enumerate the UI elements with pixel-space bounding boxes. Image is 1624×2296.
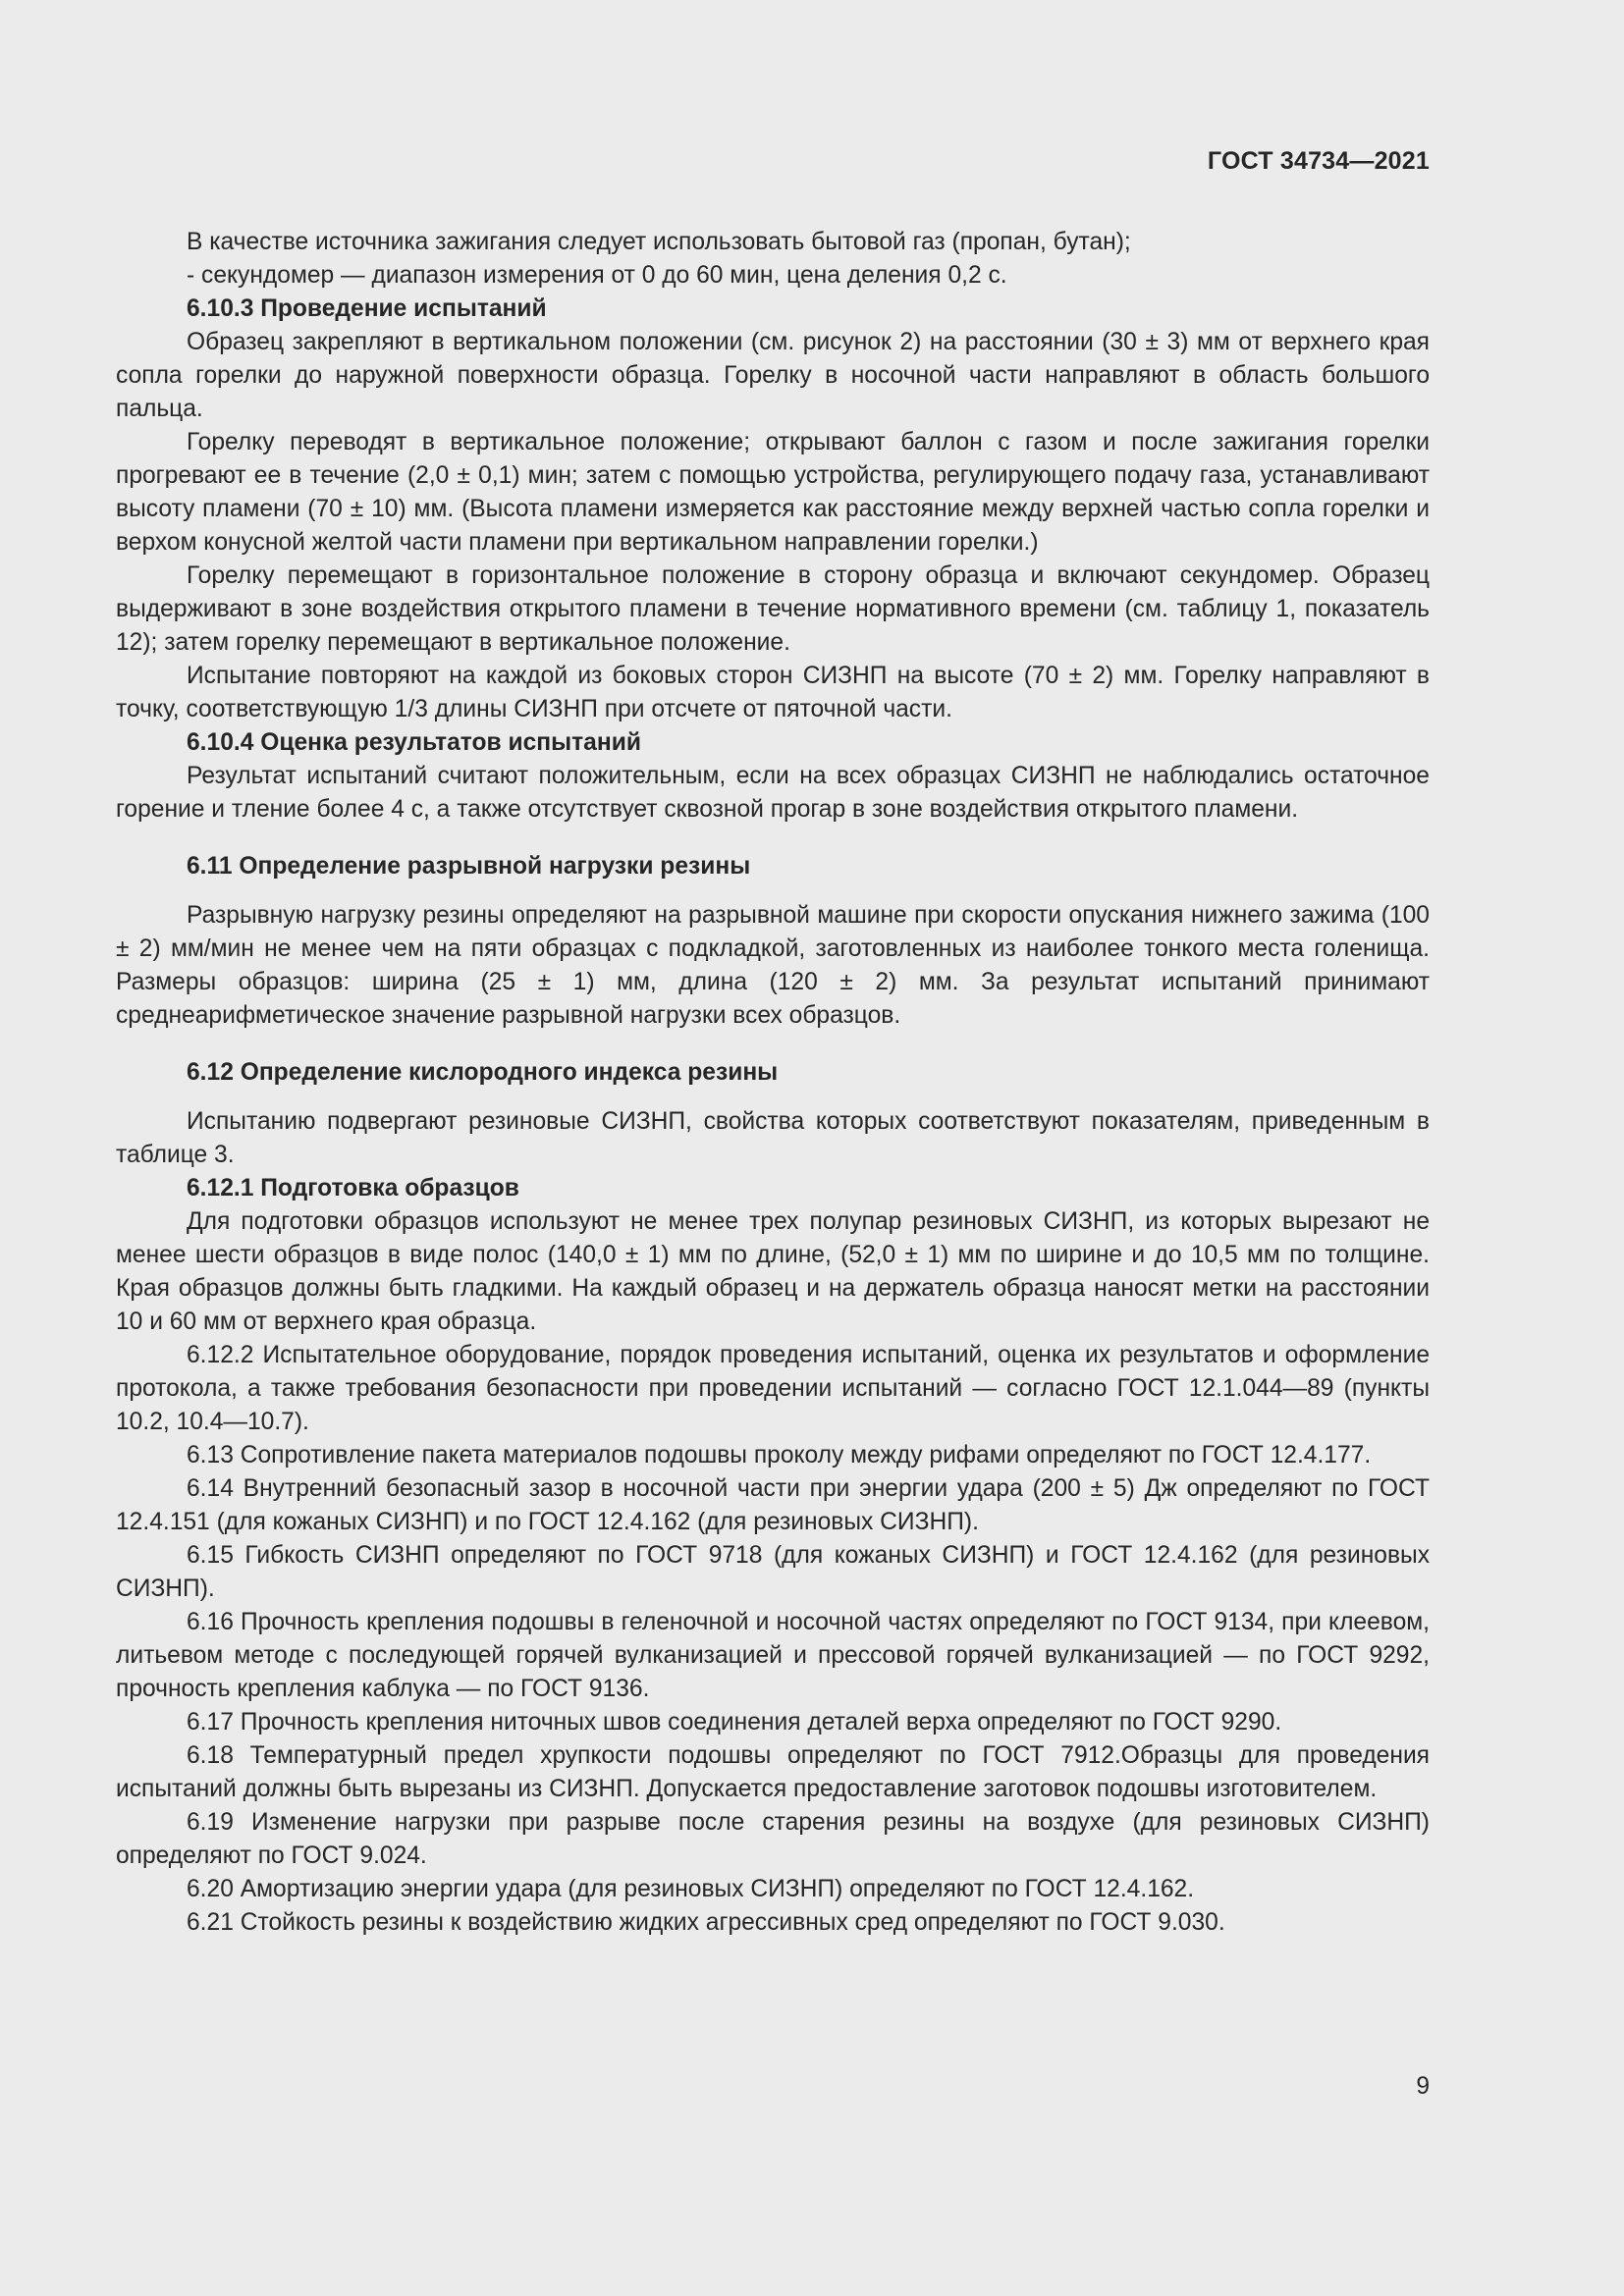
standard-code-header: ГОСТ 34734—2021 — [1207, 147, 1430, 175]
section-heading-6-12: 6.12 Определение кислородного индекса резины — [187, 1059, 779, 1086]
paragraph-sample-preparation: Для подготовки образцов используют не менее трех полупар резиновых СИЗНП, из которых вырезают не менее шести образцов в виде полос (140,0 ± 1) мм по длине, (52,0 ± 1) мм по ширине и до 10,5 мм по толщине. Края образцов должны быть гладкими. На каждый образец и на держатель образца наносят метки на расстоянии 10 и 60 мм от верхнего края образца. — [116, 1208, 1430, 1335]
paragraph-6-12-2: 6.12.2 Испытательное оборудование, порядок проведения испытаний, оценка их результатов и оформление протокола, а также требования безопасности при проведении испытаний — согласно ГОСТ 12.1.044—89 (пункты 10.2, 10.4—10.7). — [116, 1342, 1430, 1435]
paragraph-flame-exposure: Горелку перемещают в горизонтальное положение в сторону образца и включают секундомер. Образец выдерживают в зоне воздействия открытого пламени в течение нормативного времени (см. таблицу 1, показатель 12); затем горелку перемещают в вертикальное положение. — [116, 562, 1430, 656]
paragraph-burner-heating: Горелку переводят в вертикальное положение; открывают баллон с газом и после зажигания горелки прогревают ее в течение (2,0 ± 0,1) мин; затем с помощью устройства, регулирующего подачу газа, устанавливают высоту пламени (70 ± 10) мм. (Высота пламени измеряется как расстояние между верхней частью сопла горелки и верхом конусной желтой части пламени при вертикальном направлении горелки.) — [116, 429, 1430, 556]
subsection-heading-6-10-3: 6.10.3 Проведение испытаний — [187, 295, 547, 322]
paragraph-6-21: 6.21 Стойкость резины к воздействию жидких агрессивных сред определяют по ГОСТ 9.030. — [187, 1909, 1225, 1936]
subsection-heading-6-12-1: 6.12.1 Подготовка образцов — [187, 1175, 519, 1201]
paragraph-tensile-load: Разрывную нагрузку резины определяют на разрывной машине при скорости опускания нижнего зажима (100 ± 2) мм/мин не менее чем на пяти образцах с подкладкой, заготовленных из наиболее тонкого места голенища. Размеры образцов: ширина (25 ± 1) мм, длина (120 ± 2) мм. За результат испытаний принимают среднеарифметическое значение разрывной нагрузки всех образцов. — [116, 902, 1430, 1029]
paragraph-6-13: 6.13 Сопротивление пакета материалов подошвы проколу между рифами определяют по ГОСТ 12.4.177. — [187, 1442, 1372, 1468]
section-heading-6-11: 6.11 Определение разрывной нагрузки резины — [187, 853, 751, 880]
paragraph-test-repeat: Испытание повторяют на каждой из боковых сторон СИЗНП на высоте (70 ± 2) мм. Горелку направляют в точку, соответствующую 1/3 длины СИЗНП при отсчете от пяточной части. — [116, 663, 1430, 722]
paragraph-ignition-source: В качестве источника зажигания следует использовать бытовой газ (пропан, бутан); — [187, 229, 1131, 255]
paragraph-6-20: 6.20 Амортизацию энергии удара (для резиновых СИЗНП) определяют по ГОСТ 12.4.162. — [187, 1876, 1195, 1902]
paragraph-sample-mounting: Образец закрепляют в вертикальном положении (см. рисунок 2) на расстоянии (30 ± 3) мм от верхнего края сопла горелки до наружной поверхности образца. Горелку в носочной части направляют в область большого пальца. — [116, 329, 1430, 422]
paragraph-oxygen-index-scope: Испытанию подвергают резиновые СИЗНП, свойства которых соответствуют показателям, приведенным в таблице 3. — [116, 1108, 1430, 1168]
paragraph-6-16: 6.16 Прочность крепления подошвы в геленочной и носочной частях определяют по ГОСТ 9134, при клеевом, литьевом методе с последующей горячей вулканизацией и прессовой горячей вулканизацией — по ГОСТ 9292, прочность крепления каблука — по ГОСТ 9136. — [116, 1609, 1430, 1702]
paragraph-6-19: 6.19 Изменение нагрузки при разрыве после старения резины на воздухе (для резиновых СИЗНП) определяют по ГОСТ 9.024. — [116, 1809, 1430, 1869]
document-body — [116, 226, 1430, 1940]
paragraph-6-17: 6.17 Прочность крепления ниточных швов соединения деталей верха определяют по ГОСТ 9290. — [187, 1709, 1282, 1735]
paragraph-6-15: 6.15 Гибкость СИЗНП определяют по ГОСТ 9718 (для кожаных СИЗНП) и ГОСТ 12.4.162 (для резиновых СИЗНП). — [116, 1542, 1430, 1602]
paragraph-6-14: 6.14 Внутренний безопасный зазор в носочной части при энергии удара (200 ± 5) Дж определяют по ГОСТ 12.4.151 (для кожаных СИЗНП) и по ГОСТ 12.4.162 (для резиновых СИЗНП). — [116, 1475, 1430, 1535]
paragraph-test-evaluation: Результат испытаний считают положительным, если на всех образцах СИЗНП не наблюдались остаточное горение и тление более 4 с, а также отсутствует сквозной прогар в зоне воздействия открытого пламени. — [116, 763, 1430, 823]
page-number: 9 — [1416, 2073, 1430, 2100]
subsection-heading-6-10-4: 6.10.4 Оценка результатов испытаний — [187, 729, 641, 756]
paragraph-stopwatch: - секундомер — диапазон измерения от 0 до 60 мин, цена деления 0,2 с. — [187, 262, 1007, 289]
paragraph-6-18: 6.18 Температурный предел хрупкости подошвы определяют по ГОСТ 7912.Образцы для проведения испытаний должны быть вырезаны из СИЗНП. Допускается предоставление заготовок подошвы изготовителем. — [116, 1742, 1430, 1802]
